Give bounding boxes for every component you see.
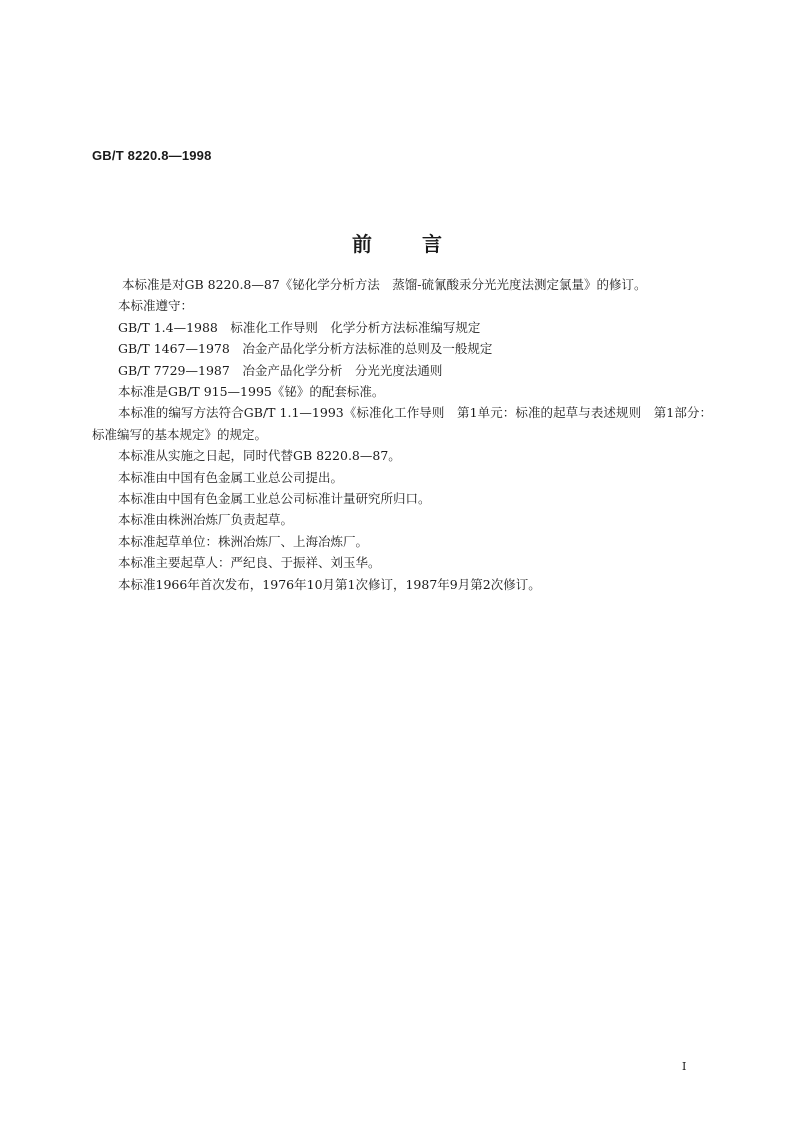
reference-item: GB/T 1.4—1988 标准化工作导则 化学分析方法标准编写规定: [118, 319, 481, 335]
paragraph-centralized-by: 本标准由中国有色金属工业总公司标准计量研究所归口。: [118, 491, 431, 507]
page-title: 前言: [352, 232, 492, 256]
paragraph-replaces: 本标准从实施之日起，同时代替GB 8220.8—87。: [118, 448, 401, 464]
reference-item: GB/T 1467—1978 冶金产品化学分析方法标准的总则及一般规定: [118, 341, 493, 357]
paragraph-drafting-units: 本标准起草单位：株洲冶炼厂、上海冶炼厂。: [118, 533, 369, 549]
page-number: I: [682, 1060, 687, 1073]
paragraph-history: 本标准1966年首次发布，1976年10月第1次修订，1987年9月第2次修订。: [118, 576, 541, 592]
paragraph-drafted-by: 本标准由株洲冶炼厂负责起草。: [118, 512, 294, 528]
foreword-body: [92, 274, 712, 595]
paragraph-proposed-by: 本标准由中国有色金属工业总公司提出。: [118, 469, 344, 485]
reference-item: GB/T 7729—1987 冶金产品化学分析 分光光度法通则: [118, 362, 443, 378]
paragraph-companion: 本标准是GB/T 915—1995《铋》的配套标准。: [118, 384, 385, 400]
paragraph-drafters: 本标准主要起草人：严纪良、于振祥、刘玉华。: [118, 555, 381, 571]
paragraph-complies: 本标准遵守：: [118, 298, 194, 314]
paragraph-revision: 本标准是对GB 8220.8—87《铋化学分析方法 蒸馏-硫氰酸汞分光光度法测定氯量》的修订。: [122, 277, 647, 292]
paragraph-drafting-method: 本标准的编写方法符合GB/T 1.1—1993《标准化工作导则 第1单元：标准的起草与表述规则 第1部分：标准编写的基本规定》的规定。: [92, 405, 712, 442]
standard-code: GB/T 8220.8—1998: [92, 148, 212, 163]
